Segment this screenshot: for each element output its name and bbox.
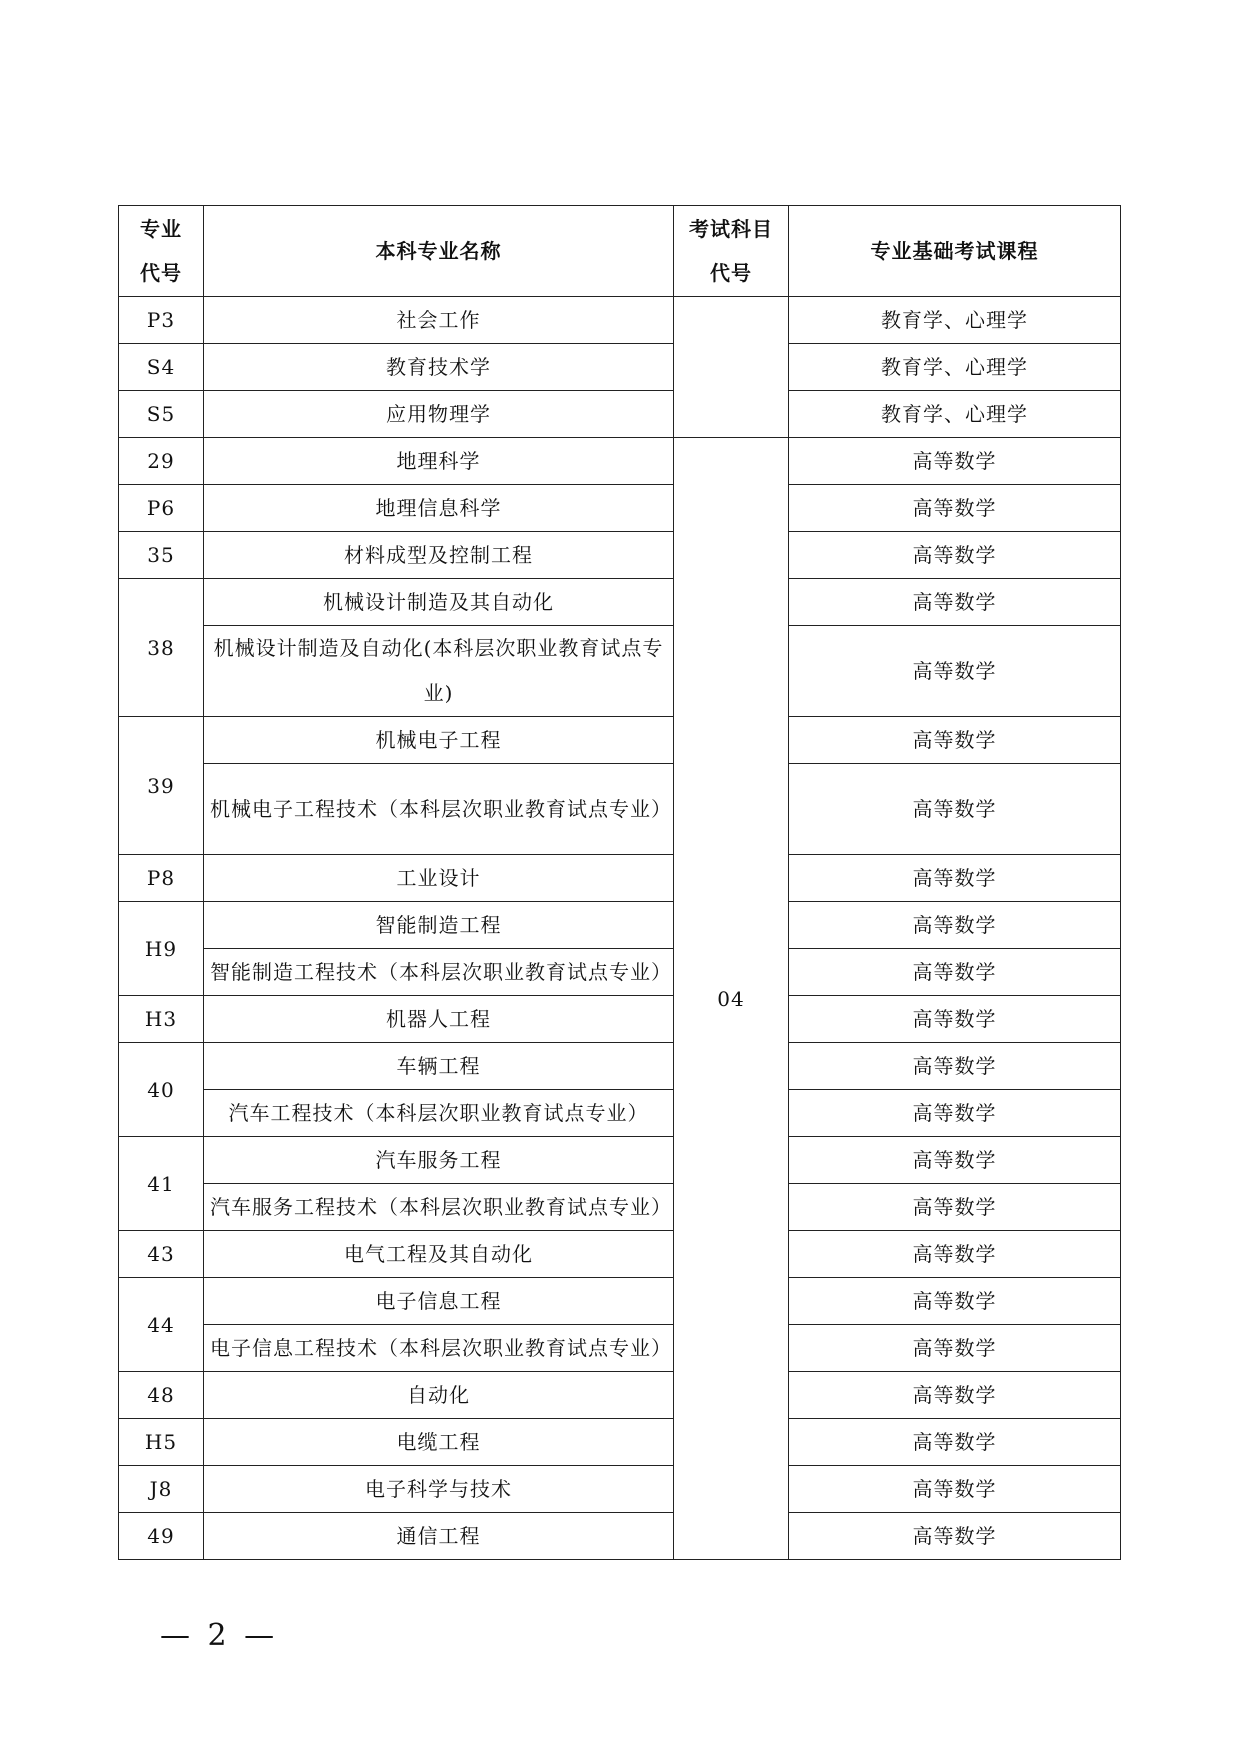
- table-row: [119, 1137, 1121, 1184]
- major-code-cell: 40: [119, 1043, 204, 1137]
- table-row: [119, 1278, 1121, 1325]
- major-code-cell: 48: [119, 1372, 204, 1419]
- basic-course-cell: 高等数学: [789, 579, 1121, 626]
- major-name-cell: 工业设计: [204, 855, 674, 902]
- major-code-cell: P3: [119, 297, 204, 344]
- table-row: [119, 1513, 1121, 1560]
- major-name-cell: 教育技术学: [204, 344, 674, 391]
- table-row: [119, 902, 1121, 949]
- basic-course-cell: 高等数学: [789, 1043, 1121, 1090]
- basic-course-cell: 高等数学: [789, 996, 1121, 1043]
- basic-course-cell: 高等数学: [789, 532, 1121, 579]
- basic-course-cell: 高等数学: [789, 1231, 1121, 1278]
- table-row: [119, 949, 1121, 996]
- table-row: [119, 1419, 1121, 1466]
- major-code-cell: 35: [119, 532, 204, 579]
- major-code-cell: H3: [119, 996, 204, 1043]
- major-name-cell: 智能制造工程: [204, 902, 674, 949]
- page-number: — 2 —: [160, 1618, 279, 1653]
- basic-course-cell: 高等数学: [789, 1090, 1121, 1137]
- major-code-cell: H9: [119, 902, 204, 996]
- major-name-cell: 汽车服务工程技术（本科层次职业教育试点专业）: [204, 1184, 674, 1231]
- header-exam-subject-code: 考试科目 代号: [674, 206, 789, 297]
- basic-course-cell: 高等数学: [789, 626, 1121, 717]
- major-name-cell: 机器人工程: [204, 996, 674, 1043]
- major-name-cell: 自动化: [204, 1372, 674, 1419]
- major-code-cell: P6: [119, 485, 204, 532]
- major-code-cell: 29: [119, 438, 204, 485]
- major-name-cell: 智能制造工程技术（本科层次职业教育试点专业）: [204, 949, 674, 996]
- basic-course-cell: 教育学、心理学: [789, 297, 1121, 344]
- major-name-cell: 车辆工程: [204, 1043, 674, 1090]
- table-row: [119, 485, 1121, 532]
- major-code-cell: 43: [119, 1231, 204, 1278]
- basic-course-cell: 教育学、心理学: [789, 391, 1121, 438]
- major-code-cell: 49: [119, 1513, 204, 1560]
- table-row: [119, 1466, 1121, 1513]
- table-row: [119, 438, 1121, 485]
- major-name-cell: 地理信息科学: [204, 485, 674, 532]
- major-name-cell: 机械设计制造及自动化(本科层次职业教育试点专业): [204, 626, 674, 717]
- basic-course-cell: 教育学、心理学: [789, 344, 1121, 391]
- major-name-cell: 电子科学与技术: [204, 1466, 674, 1513]
- major-code-cell: 44: [119, 1278, 204, 1372]
- table-row: [119, 764, 1121, 855]
- table-row: [119, 579, 1121, 626]
- table-row: [119, 1325, 1121, 1372]
- table-row: [119, 1090, 1121, 1137]
- basic-course-cell: 高等数学: [789, 1325, 1121, 1372]
- table-row: [119, 344, 1121, 391]
- table-row: [119, 626, 1121, 717]
- basic-course-cell: 高等数学: [789, 1372, 1121, 1419]
- major-name-cell: 通信工程: [204, 1513, 674, 1560]
- exam-subject-code-cell: [674, 297, 789, 438]
- majors-table: [118, 205, 1121, 1560]
- table-row: [119, 1372, 1121, 1419]
- major-name-cell: 汽车工程技术（本科层次职业教育试点专业）: [204, 1090, 674, 1137]
- table-body: [119, 297, 1121, 1560]
- table-row: [119, 1043, 1121, 1090]
- basic-course-cell: 高等数学: [789, 438, 1121, 485]
- table-header-row: [119, 206, 1121, 297]
- header-major-code: 专业 代号: [119, 206, 204, 297]
- major-name-cell: 机械电子工程技术（本科层次职业教育试点专业）: [204, 764, 674, 855]
- major-name-cell: 材料成型及控制工程: [204, 532, 674, 579]
- basic-course-cell: 高等数学: [789, 1137, 1121, 1184]
- major-name-cell: 电子信息工程技术（本科层次职业教育试点专业）: [204, 1325, 674, 1372]
- basic-course-cell: 高等数学: [789, 485, 1121, 532]
- major-name-cell: 电气工程及其自动化: [204, 1231, 674, 1278]
- table-row: [119, 1184, 1121, 1231]
- exam-subject-code-cell: 04: [674, 438, 789, 1560]
- major-name-cell: 电缆工程: [204, 1419, 674, 1466]
- table-row: [119, 717, 1121, 764]
- major-name-cell: 电子信息工程: [204, 1278, 674, 1325]
- major-name-cell: 机械电子工程: [204, 717, 674, 764]
- basic-course-cell: 高等数学: [789, 902, 1121, 949]
- header-basic-course: 专业基础考试课程: [789, 206, 1121, 297]
- table-row: [119, 996, 1121, 1043]
- header-major-name: 本科专业名称: [204, 206, 674, 297]
- major-code-cell: 38: [119, 579, 204, 717]
- major-code-cell: H5: [119, 1419, 204, 1466]
- major-code-cell: P8: [119, 855, 204, 902]
- major-name-cell: 应用物理学: [204, 391, 674, 438]
- basic-course-cell: 高等数学: [789, 717, 1121, 764]
- major-code-cell: 41: [119, 1137, 204, 1231]
- major-code-cell: S5: [119, 391, 204, 438]
- table-row: [119, 1231, 1121, 1278]
- basic-course-cell: 高等数学: [789, 949, 1121, 996]
- major-name-cell: 汽车服务工程: [204, 1137, 674, 1184]
- basic-course-cell: 高等数学: [789, 1513, 1121, 1560]
- basic-course-cell: 高等数学: [789, 1278, 1121, 1325]
- basic-course-cell: 高等数学: [789, 764, 1121, 855]
- table-row: [119, 391, 1121, 438]
- major-name-cell: 社会工作: [204, 297, 674, 344]
- basic-course-cell: 高等数学: [789, 1466, 1121, 1513]
- basic-course-cell: 高等数学: [789, 1419, 1121, 1466]
- major-code-cell: 39: [119, 717, 204, 855]
- table-row: [119, 855, 1121, 902]
- major-code-cell: S4: [119, 344, 204, 391]
- basic-course-cell: 高等数学: [789, 855, 1121, 902]
- table-row: [119, 297, 1121, 344]
- table-row: [119, 532, 1121, 579]
- basic-course-cell: 高等数学: [789, 1184, 1121, 1231]
- major-name-cell: 地理科学: [204, 438, 674, 485]
- major-name-cell: 机械设计制造及其自动化: [204, 579, 674, 626]
- major-code-cell: J8: [119, 1466, 204, 1513]
